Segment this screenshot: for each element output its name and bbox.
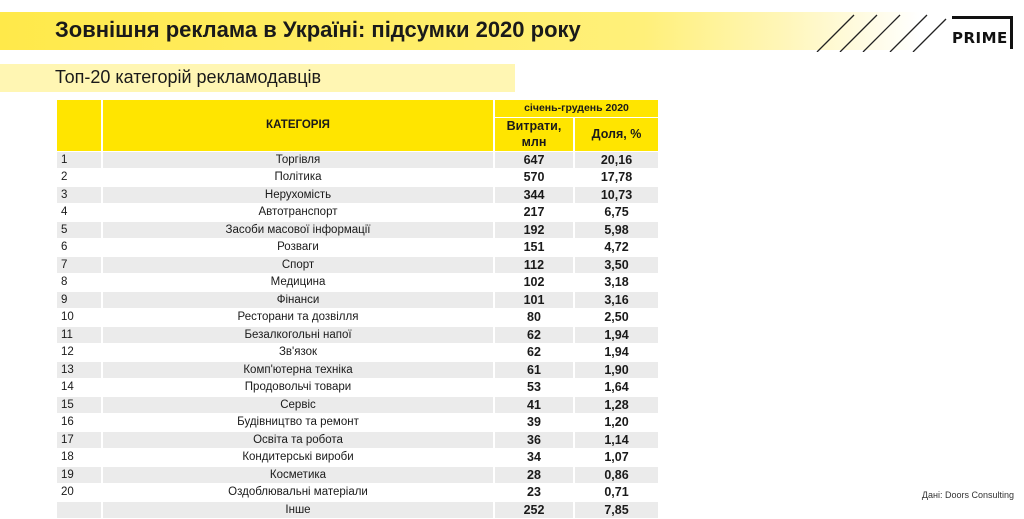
expenses-cell: 217 xyxy=(495,204,573,221)
share-cell: 1,94 xyxy=(575,344,658,361)
rank-cell: 16 xyxy=(57,414,101,431)
category-cell: Спорт xyxy=(103,257,493,274)
page-subtitle: Топ-20 категорій рекламодавців xyxy=(55,67,322,87)
decorative-stripes-icon xyxy=(812,12,947,52)
prime-logo xyxy=(952,16,1014,50)
table-row xyxy=(57,152,658,169)
rank-cell: 20 xyxy=(57,484,101,501)
share-cell: 17,78 xyxy=(575,169,658,186)
rank-cell: 4 xyxy=(57,204,101,221)
expenses-cell: 344 xyxy=(495,187,573,204)
expenses-cell: 112 xyxy=(495,257,573,274)
category-cell: Продовольчі товари xyxy=(103,379,493,396)
category-cell: Оздоблювальні матеріали xyxy=(103,484,493,501)
table-row xyxy=(57,467,658,484)
rank-cell: 2 xyxy=(57,169,101,186)
category-cell: Медицина xyxy=(103,274,493,291)
share-header: Доля, % xyxy=(575,118,658,151)
rank-cell: 9 xyxy=(57,292,101,309)
category-cell: Освіта та робота xyxy=(103,432,493,449)
table-row xyxy=(57,379,658,396)
table-row xyxy=(57,344,658,361)
category-cell: Автотранспорт xyxy=(103,204,493,221)
share-cell: 1,64 xyxy=(575,379,658,396)
share-cell: 2,50 xyxy=(575,309,658,326)
rank-cell: 3 xyxy=(57,187,101,204)
rank-header xyxy=(57,100,101,151)
table-row xyxy=(57,292,658,309)
category-cell: Торгівля xyxy=(103,152,493,169)
rank-cell: 18 xyxy=(57,449,101,466)
rank-cell: 13 xyxy=(57,362,101,379)
rank-cell xyxy=(57,502,101,519)
page-title: Зовнішня реклама в Україні: підсумки 2020 року xyxy=(55,17,581,42)
share-cell: 5,98 xyxy=(575,222,658,239)
category-cell: Кондитерські вироби xyxy=(103,449,493,466)
category-cell: Косметика xyxy=(103,467,493,484)
expenses-cell: 252 xyxy=(495,502,573,519)
category-cell: Сервіс xyxy=(103,397,493,414)
category-cell: Зв'язок xyxy=(103,344,493,361)
table-row xyxy=(57,327,658,344)
expenses-cell: 53 xyxy=(495,379,573,396)
share-cell: 1,94 xyxy=(575,327,658,344)
category-cell: Фінанси xyxy=(103,292,493,309)
expenses-header: Витрати, млн xyxy=(495,118,573,151)
source-footnote: Дані: Doors Consulting xyxy=(921,490,1014,500)
rank-cell: 11 xyxy=(57,327,101,344)
share-cell: 1,28 xyxy=(575,397,658,414)
rank-cell: 8 xyxy=(57,274,101,291)
share-cell: 0,71 xyxy=(575,484,658,501)
share-cell: 10,73 xyxy=(575,187,658,204)
rank-cell: 5 xyxy=(57,222,101,239)
table-row xyxy=(57,397,658,414)
rank-cell: 15 xyxy=(57,397,101,414)
table-row xyxy=(57,414,658,431)
table-row xyxy=(57,502,658,519)
expenses-cell: 62 xyxy=(495,344,573,361)
rank-cell: 17 xyxy=(57,432,101,449)
share-cell: 6,75 xyxy=(575,204,658,221)
expenses-cell: 61 xyxy=(495,362,573,379)
category-cell: Нерухомість xyxy=(103,187,493,204)
category-cell: Ресторани та дозвілля xyxy=(103,309,493,326)
share-cell: 0,86 xyxy=(575,467,658,484)
expenses-cell: 28 xyxy=(495,467,573,484)
category-cell: Розваги xyxy=(103,239,493,256)
logo-text: PRIME xyxy=(952,29,1008,47)
table-row xyxy=(57,169,658,186)
expenses-cell: 36 xyxy=(495,432,573,449)
rank-cell: 19 xyxy=(57,467,101,484)
table-row xyxy=(57,309,658,326)
expenses-cell: 39 xyxy=(495,414,573,431)
share-cell: 1,07 xyxy=(575,449,658,466)
table-row xyxy=(57,449,658,466)
category-cell: Інше xyxy=(103,502,493,519)
table-row xyxy=(57,257,658,274)
expenses-cell: 34 xyxy=(495,449,573,466)
expenses-cell: 102 xyxy=(495,274,573,291)
period-header: січень-грудень 2020 xyxy=(495,100,658,117)
share-cell: 1,14 xyxy=(575,432,658,449)
share-cell: 1,90 xyxy=(575,362,658,379)
category-cell: Політика xyxy=(103,169,493,186)
table-row xyxy=(57,274,658,291)
expenses-cell: 192 xyxy=(495,222,573,239)
category-cell: Комп'ютерна техніка xyxy=(103,362,493,379)
table-row xyxy=(57,484,658,501)
advertisers-table xyxy=(55,99,660,519)
expenses-cell: 80 xyxy=(495,309,573,326)
table-row xyxy=(57,204,658,221)
expenses-cell: 62 xyxy=(495,327,573,344)
share-cell: 4,72 xyxy=(575,239,658,256)
category-header: КАТЕГОРІЯ xyxy=(103,100,493,151)
table-row xyxy=(57,432,658,449)
expenses-cell: 101 xyxy=(495,292,573,309)
table-row xyxy=(57,222,658,239)
rank-cell: 1 xyxy=(57,152,101,169)
category-cell: Безалкогольні напої xyxy=(103,327,493,344)
share-cell: 3,16 xyxy=(575,292,658,309)
expenses-cell: 570 xyxy=(495,169,573,186)
rank-cell: 14 xyxy=(57,379,101,396)
expenses-cell: 647 xyxy=(495,152,573,169)
share-cell: 20,16 xyxy=(575,152,658,169)
rank-cell: 12 xyxy=(57,344,101,361)
category-cell: Будівництво та ремонт xyxy=(103,414,493,431)
category-cell: Засоби масової інформації xyxy=(103,222,493,239)
table-row xyxy=(57,239,658,256)
expenses-cell: 151 xyxy=(495,239,573,256)
share-cell: 3,18 xyxy=(575,274,658,291)
rank-cell: 6 xyxy=(57,239,101,256)
share-cell: 1,20 xyxy=(575,414,658,431)
rank-cell: 10 xyxy=(57,309,101,326)
table-row xyxy=(57,187,658,204)
expenses-cell: 41 xyxy=(495,397,573,414)
share-cell: 7,85 xyxy=(575,502,658,519)
table-row xyxy=(57,362,658,379)
rank-cell: 7 xyxy=(57,257,101,274)
expenses-cell: 23 xyxy=(495,484,573,501)
share-cell: 3,50 xyxy=(575,257,658,274)
